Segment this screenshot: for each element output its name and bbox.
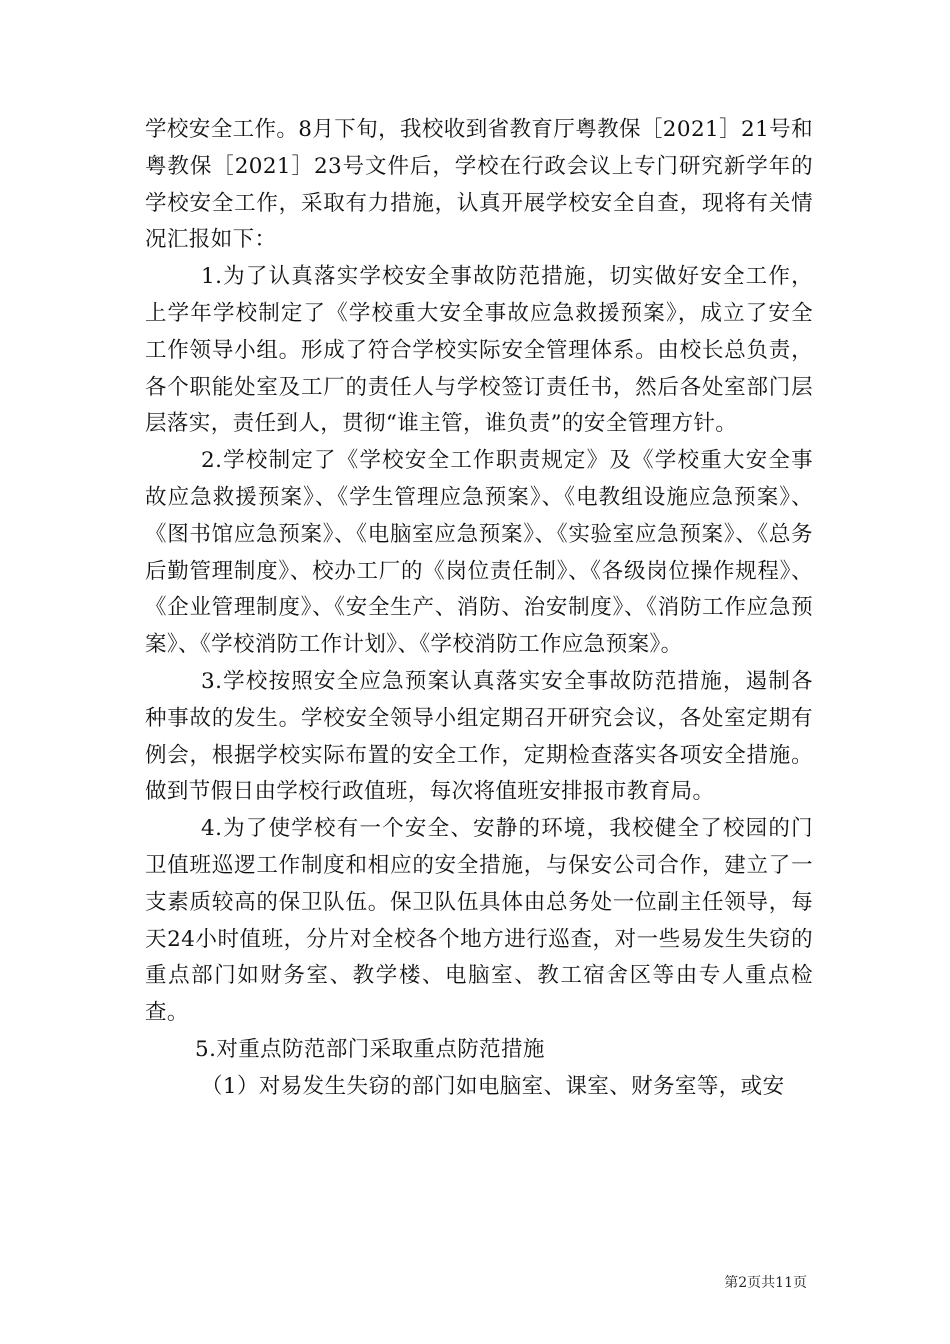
paragraph-item-2: 2.学校制定了《学校安全工作职责规定》及《学校重大安全事故应急救援预案》、《学生管理应急预案》、《电教组设施应急预案》、《图书馆应急预案》、《电脑室应急预案》、《实验室应急预案》、《总务后勤管理制度》、校办工厂的《岗位责任制》、《各级岗位操作规程》、《企业管理制度》、《安全生产、消防、治安制度》、《消防工作应急预案》、《学校消防工作计划》、《学校消防工作应急预案》。 bbox=[145, 448, 813, 658]
paragraph-item-5-sub-1: （1）对易发生失窃的部门如电脑室、课室、财务室等，或安 bbox=[201, 1073, 785, 1099]
paragraph-item-4: 4.为了使学校有一个安全、安静的环境，我校健全了校园的门卫值班巡逻工作制度和相应的安全措施，与保安公司合作，建立了一支素质较高的保卫队伍。保卫队伍具体由总务处一位副主任领导，每天24小时值班，分片对全校各个地方进行巡查，对一些易发生失窃的重点部门如财务室、教学楼、电脑室、教工宿舍区等由专人重点检查。 bbox=[145, 816, 813, 1026]
document-body bbox=[145, 112, 813, 1106]
paragraph-item-1: 1.为了认真落实学校安全事故防范措施，切实做好安全工作，上学年学校制定了《学校重大安全事故应急救援预案》，成立了安全工作领导小组。形成了符合学校实际安全管理体系。由校长总负责，各个职能处室及工厂的责任人与学校签订责任书，然后各处室部门层层落实，责任到人，贯彻“谁主管，谁负责”的安全管理方针。 bbox=[145, 264, 813, 437]
paragraph-intro-continuation: 学校安全工作。8月下旬，我校收到省教育厅粤教保［2021］21号和粤教保［2021］23号文件后，学校在行政会议上专门研究新学年的学校安全工作，采取有力措施，认真开展学校安全自查，现将有关情况汇报如下： bbox=[145, 117, 813, 253]
page-number-footer: 第2页共11页 bbox=[724, 1275, 807, 1291]
paragraph-item-5-heading: 5.对重点防范部门采取重点防范措施 bbox=[195, 1036, 545, 1062]
paragraph-item-3: 3.学校按照安全应急预案认真落实安全事故防范措施，遏制各种事故的发生。学校安全领导小组定期召开研究会议，各处室定期有例会，根据学校实际布置的安全工作，定期检查落实各项安全措施。做到节假日由学校行政值班，每次将值班安排报市教育局。 bbox=[145, 668, 813, 805]
